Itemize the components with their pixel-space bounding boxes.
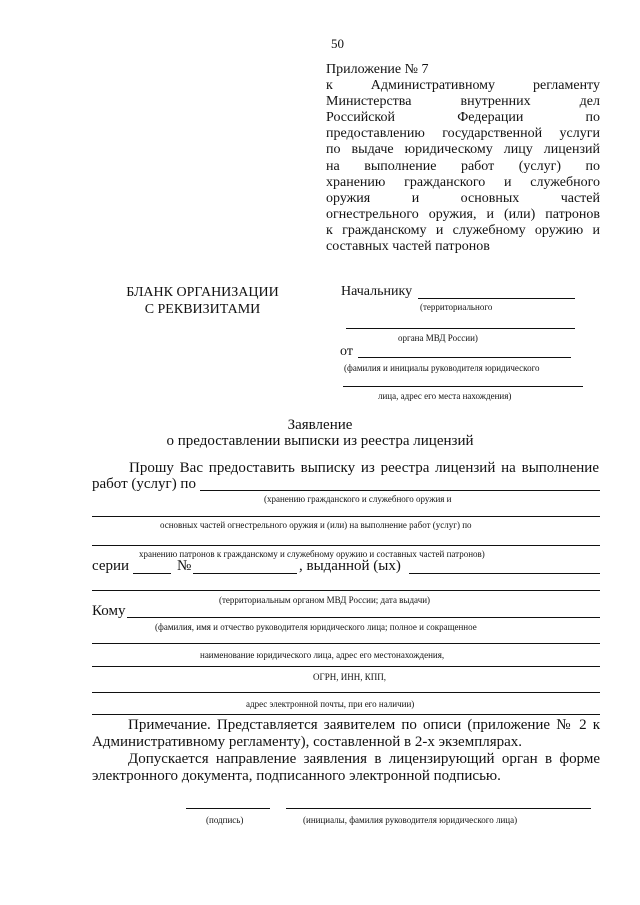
services-caption-2: основных частей огнестрельного оружия и (или) на выполнение работ (услуг) по [160,520,472,530]
signer-name-field[interactable] [286,808,591,809]
note-line: Административному регламенту), составленной в 2-х экземплярах. [92,734,523,750]
to-underline[interactable] [418,298,575,299]
org-blank-line: БЛАНК ОРГАНИЗАЦИИ [126,285,279,300]
appendix-line: Российской Федерации по [326,110,600,126]
services-underline[interactable] [200,490,600,491]
note-line: Допускается направление заявления в лицензирующий орган в форме [128,751,600,767]
appendix-line: огнестрельного оружия, и (или) патронов [326,206,600,222]
from-underline[interactable] [358,357,571,358]
from-label: от [340,344,353,359]
email-caption: адрес электронной почты, при его наличии) [246,699,415,709]
to-whom-field[interactable] [127,617,600,618]
org-blank-label [110,284,295,318]
appendix-line: Министерства внутренних дел [326,94,600,110]
appendix-line: на выполнение работ (услуг) по [326,158,600,174]
appendix-line: к Административному регламенту [326,78,600,94]
signature-caption: (подпись) [206,815,244,825]
page-number: 50 [331,36,344,51]
to-whom-caption: (фамилия, имя и отчество руководителя юридического лица; полное и сокращенное [155,622,477,632]
to-whom-label: Кому [92,603,126,619]
document-subtitle: о предоставлении выписки из реестра лицензий [166,433,474,449]
note-line: Примечание. Представляется заявителем по описи (приложение № 2 к [128,717,600,733]
issued-label: , выданной (ых) [299,558,401,574]
to-caption: (территориального [420,302,493,312]
email-underline[interactable] [92,692,600,693]
appendix-line: предоставлению государственной услуги [326,126,600,142]
appendix-line: к гражданскому и служебному оружию и [326,222,600,238]
to-caption-2: органа МВД России) [398,333,478,343]
number-label: № [177,558,192,574]
to-underline-2[interactable] [346,328,575,329]
issued-field[interactable] [409,573,600,574]
series-label: серии [92,558,130,574]
org-name-caption: наименование юридического лица, адрес его местонахождения, [200,650,445,660]
appendix-title: Приложение № 7 [326,62,429,77]
signer-name-caption: (инициалы, фамилия руководителя юридического лица) [303,815,518,825]
number-field[interactable] [193,573,297,574]
services-underline-3[interactable] [92,545,600,546]
appendix-line: по выдаче юридическому лицу лицензий [326,142,600,158]
services-caption: (хранению гражданского и служебного оружия и [264,494,452,504]
services-underline-2[interactable] [92,516,600,517]
email-underline-2[interactable] [92,714,600,715]
services-caption-3: хранению патронов к гражданскому и служебному оружию и составных частей патронов) [139,549,485,559]
from-caption-2: лица, адрес его места нахождения) [378,391,512,401]
appendix-line: оружия и основных частей [326,190,600,206]
series-field[interactable] [133,573,171,574]
org-blank-line: С РЕКВИЗИТАМИ [144,302,261,317]
issuer-caption: (территориальным органом МВД России; дата выдачи) [219,595,431,605]
appendix-block [326,62,600,255]
appendix-line: составных частей патронов [326,239,490,255]
document-title: Заявление [287,417,353,433]
signature-field[interactable] [186,808,270,809]
ogrn-underline[interactable] [92,666,600,667]
ogrn-caption: ОГРН, ИНН, КПП, [313,672,386,682]
appendix-line: хранению гражданского и служебного [326,174,600,190]
to-label: Начальнику [341,284,413,299]
request-line: Прошу Вас предоставить выписку из реестра лицензий на выполнение [129,460,599,476]
from-underline-2[interactable] [343,386,583,387]
request-line-2: работ (услуг) по [92,476,196,492]
issuer-underline[interactable] [92,590,600,591]
from-caption: (фамилия и инициалы руководителя юридического [344,363,540,373]
org-name-underline[interactable] [92,643,600,644]
note-line: электронного документа, подписанного электронной подписью. [92,768,501,784]
